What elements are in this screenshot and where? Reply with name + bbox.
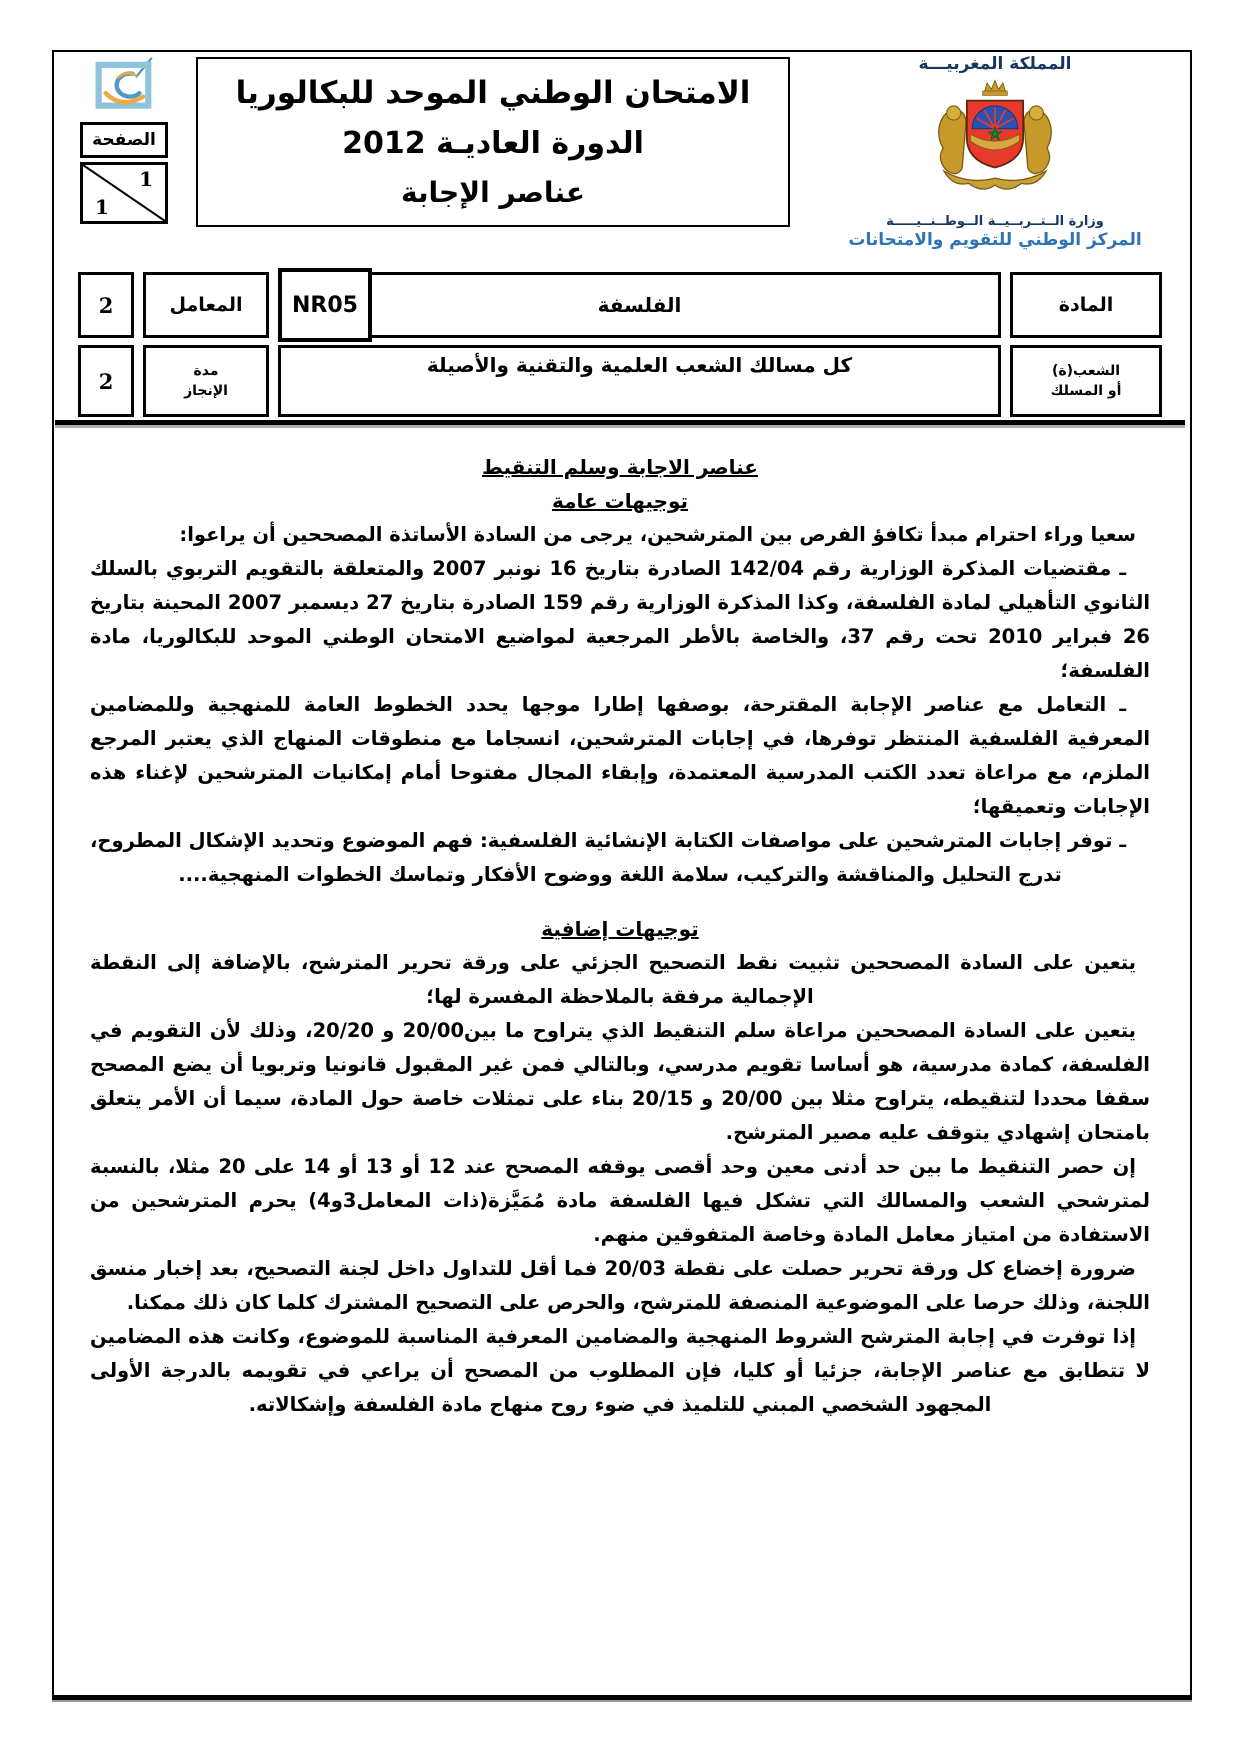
section-additional-title: توجيهات إضافية bbox=[541, 917, 699, 941]
coefficient-value-cell: 2 bbox=[78, 272, 134, 338]
track-value: كل مسالك الشعب العلمية والتقنية والأصيلة bbox=[426, 353, 853, 377]
ministry-name: وزارة الــتــربــيــة الــوطــنــيـــــة bbox=[886, 214, 1104, 229]
additional-paragraph-2: يتعين على السادة المصححين مراعاة سلم التنقيط الذي يتراوح ما بين20/00 و 20/20، وذلك لأن التقويم في الفلسفة، كمادة مدرسية، هو أساسا تقويم مدرسي، وبالتالي فمن غير المقبول قانونيا وتربويا أن يضع المصحح سقفا محددا لتنقيطه، يتراوح مثلا بين 20/00 و 20/15 بناء على تمثلات خاصة حول المادة، سيما أن الأمر يتعلق بامتحان إشهادي يتوقف عليه مصير المترشح. bbox=[90, 1019, 1150, 1144]
track-label-line2: أو المسلك bbox=[1050, 383, 1122, 399]
page-label bbox=[80, 122, 168, 158]
track-label-line1: الشعب(ة) bbox=[1051, 363, 1121, 379]
page-total: 1 bbox=[95, 195, 109, 219]
duration-label-line1: مدة bbox=[193, 363, 219, 379]
guideline-bullet-3: ـ توفر إجابات المترشحين على مواصفات الكتابة الإنشائية الفلسفية: فهم الموضوع وتحديد الإشكال المطروح، تدرج التحليل والمناقشة والتركيب، سلامة اللغة ووضوح الأفكار وتماسك الخطوات المنهجية.... bbox=[90, 829, 1126, 886]
morocco-coat-of-arms-icon bbox=[906, 76, 1084, 212]
duration-label-line2: الإنجاز bbox=[184, 383, 228, 399]
table-row-track bbox=[78, 345, 1162, 417]
answer-guidelines bbox=[90, 450, 1150, 1422]
subject-value: الفلسفة bbox=[597, 293, 682, 317]
additional-paragraph-1: يتعين على السادة المصححين تثبيت نقط التصحيح الجزئي على ورقة تحرير المترشح، بالإضافة إلى النقطة الإجمالية مرفقة بالملاحظة المفسرة لها؛ bbox=[90, 951, 1136, 1008]
exam-title-line2: الدورة العاديـة 2012 bbox=[342, 125, 644, 161]
cnee-logo-icon bbox=[88, 56, 166, 118]
section-general-title: توجيهات عامة bbox=[551, 489, 689, 513]
table-row-subject bbox=[78, 272, 1162, 338]
track-value-cell bbox=[278, 345, 1001, 417]
track-label-cell bbox=[1010, 345, 1162, 417]
exam-title-line1: الامتحان الوطني الموحد للبكالوريا bbox=[235, 74, 751, 111]
coefficient-label-cell: المعامل bbox=[143, 272, 269, 338]
page-number-box bbox=[80, 162, 168, 224]
exam-title-box bbox=[196, 57, 790, 227]
subject-label-cell: المادة bbox=[1010, 272, 1162, 338]
kingdom-title: المملكة المغربيـــة bbox=[918, 54, 1072, 74]
intro-paragraph: سعيا وراء احترام مبدأ تكافؤ الفرص بين المترشحين، يرجى من السادة الأساتذة المصححين أن يراعوا: bbox=[179, 523, 1136, 546]
exam-info-table bbox=[78, 272, 1162, 424]
guideline-bullet-1: ـ مقتضيات المذكرة الوزارية رقم 142/04 الصادرة بتاريخ 16 نونبر 2007 والمتعلقة بالتقويم التربوي بالسلك الثانوي التأهيلي لمادة الفلسفة، وكذا المذكرة الوزارية رقم 159 الصادرة بتاريخ 27 ديسمبر 2007 المحينة بتاريخ 26 فبراير 2010 تحت رقم 37، والخاصة بالأطر المرجعية لمواضيع الامتحان الوطني الموحد للبكالوريا، مادة الفلسفة؛ bbox=[90, 557, 1151, 682]
additional-paragraph-5: إذا توفرت في إجابة المترشح الشروط المنهجية والمضامين المعرفية المناسبة للموضوع، وكانت هذه المضامين لا تتطابق مع عناصر الإجابة، جزئيا أو كليا، فإن المطلوب من المصحح أن يراعي في تقويمه بالدرجة الأولى المجهود الشخصي المبني للتلميذ في ضوء روح منهاج مادة الفلسفة وإشكالاته. bbox=[90, 1325, 1150, 1416]
page-label-text: الصفحة bbox=[92, 130, 156, 150]
government-header bbox=[806, 54, 1184, 250]
duration-value-cell: 2 bbox=[78, 345, 134, 417]
subject-value-cell bbox=[278, 272, 1001, 338]
additional-paragraph-4: ضرورة إخضاع كل ورقة تحرير حصلت على نقطة 20/03 فما أقل للتداول داخل لجنة التصحيح، بعد إخبار منسق اللجنة، وذلك حرصا على الموضوعية المنصفة للمترشح، والحرص على التصحيح المشترك كلما كان ذلك ممكنا. bbox=[90, 1257, 1150, 1314]
exam-title-line3: عناصر الإجابة bbox=[401, 176, 585, 210]
exam-center-name: المركز الوطني للتقويم والامتحانات bbox=[848, 230, 1142, 250]
additional-paragraph-3: إن حصر التنقيط ما بين حد أدنى معين وحد أقصى يوقفه المصحح عند 12 أو 13 أو 14 على 20 مثلا، بالنسبة لمترشحي الشعب والمسالك التي تشكل فيها الفلسفة مادة مُمَيَّزة(ذات المعامل3و4) يحرم المترشحين من الاستفادة من امتياز معامل المادة وخاصة المتفوقين منهم. bbox=[90, 1155, 1150, 1246]
main-title: عناصر الاجابة وسلم التنقيط bbox=[482, 455, 758, 479]
exam-code-box: NR05 bbox=[278, 268, 372, 342]
header-divider-line bbox=[55, 420, 1185, 425]
page-current: 1 bbox=[139, 167, 153, 191]
guideline-bullet-2: ـ التعامل مع عناصر الإجابة المقترحة، بوصفها إطارا موجها يحدد الخطوط العامة للمنهجية وللمضامين المعرفية الفلسفية المنتظر توفرها، في إجابات المترشحين، انسجاما مع منطوقات المنهاج الذي يعتبر المرجع الملزم، مع مراعاة تعدد الكتب المدرسية المعتمدة، وإبقاء المجال مفتوحا أمام إمكانيات المترشحين لإغناء هذه الإجابات وتعميقها؛ bbox=[90, 693, 1150, 818]
duration-label-cell bbox=[143, 345, 269, 417]
